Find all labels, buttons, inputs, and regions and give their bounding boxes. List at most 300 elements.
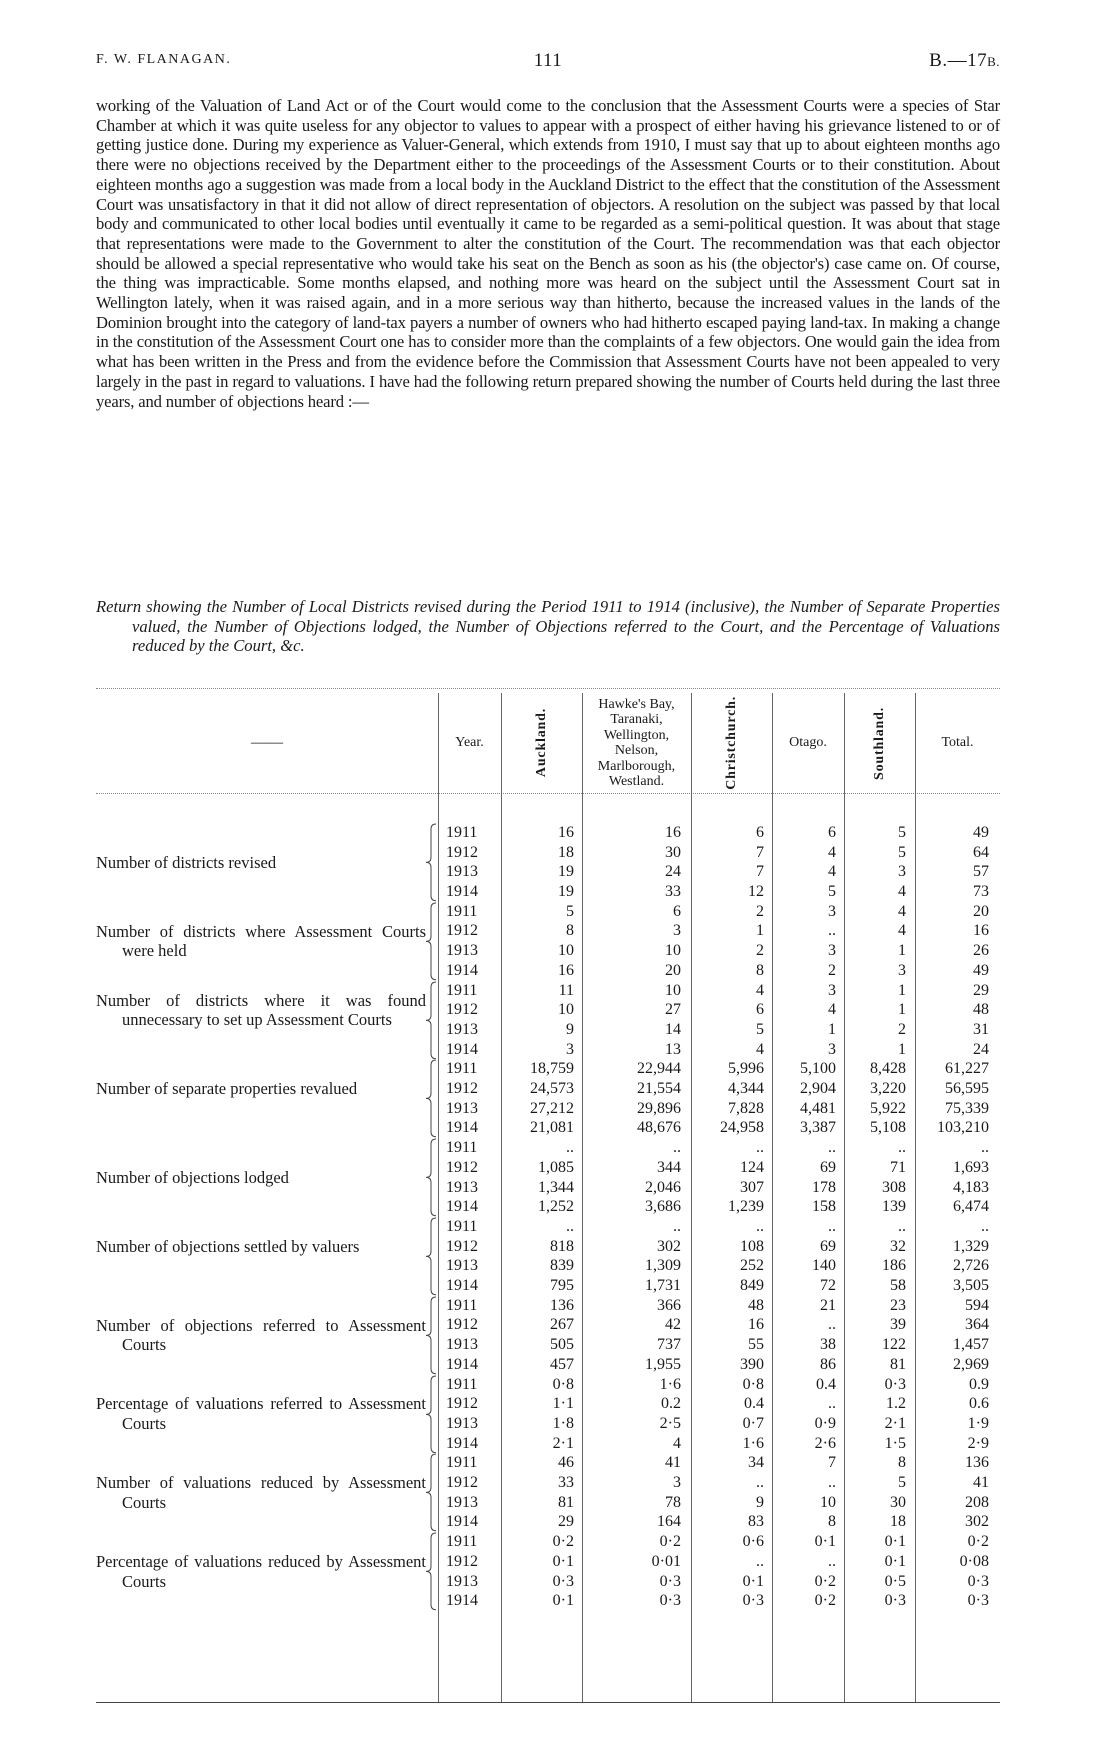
cell-auckland: 16 <box>558 824 574 841</box>
cell-total: 6,474 <box>953 1198 989 1216</box>
cell-total: 48 <box>973 1001 989 1019</box>
table-row <box>96 1197 1000 1217</box>
cell-christchurch: 2 <box>756 942 764 960</box>
cell-total: 364 <box>965 1316 989 1334</box>
table-row <box>96 1335 1000 1355</box>
cell-hawkes-bay: 6 <box>673 902 681 920</box>
cell-christchurch: 252 <box>740 1257 764 1275</box>
cell-total: 0·3 <box>967 1572 989 1590</box>
cell-christchurch: 108 <box>740 1237 764 1255</box>
cell-christchurch: 5,996 <box>728 1060 764 1078</box>
table-row <box>96 981 1000 1001</box>
cell-year: 1914 <box>446 1434 478 1452</box>
cell-auckland: 1,252 <box>538 1198 574 1216</box>
cell-hawkes-bay: .. <box>673 1139 681 1157</box>
table-row <box>96 1178 1000 1198</box>
table-row <box>96 1256 1000 1276</box>
cell-otago: 0·2 <box>814 1572 836 1590</box>
cell-auckland: 267 <box>550 1316 574 1334</box>
cell-year: 1913 <box>446 1493 478 1511</box>
cell-year: 1911 <box>446 824 478 841</box>
cell-year: 1912 <box>446 843 478 861</box>
cell-hawkes-bay: 4 <box>673 1434 681 1452</box>
cell-total: 103,210 <box>937 1119 989 1137</box>
cell-hawkes-bay: 164 <box>657 1513 681 1531</box>
cell-auckland: 1,085 <box>538 1158 574 1176</box>
cell-christchurch: 4 <box>756 1040 764 1058</box>
cell-auckland: 29 <box>558 1513 574 1531</box>
cell-southland: 0·1 <box>884 1552 906 1570</box>
table-row <box>96 1217 1000 1237</box>
cell-southland: 139 <box>882 1198 906 1216</box>
page-header <box>96 52 1000 76</box>
cell-christchurch: 0·7 <box>742 1414 764 1432</box>
cell-otago: 1 <box>828 1020 836 1038</box>
cell-hawkes-bay: 0.2 <box>661 1395 681 1413</box>
table-row <box>96 882 1000 902</box>
cell-christchurch: 4 <box>756 981 764 999</box>
cell-total: 75,339 <box>945 1099 989 1117</box>
cell-christchurch: 1 <box>756 922 764 940</box>
cell-christchurch: 0·1 <box>742 1572 764 1590</box>
cell-otago: 158 <box>812 1198 836 1216</box>
cell-hawkes-bay: 0·01 <box>651 1552 681 1570</box>
cell-year: 1912 <box>446 1080 478 1098</box>
cell-christchurch: .. <box>756 1474 764 1492</box>
cell-total: 49 <box>973 824 989 841</box>
table-row <box>96 1118 1000 1138</box>
cell-hawkes-bay: 14 <box>665 1020 681 1038</box>
table-row <box>96 1099 1000 1119</box>
table-row <box>96 1020 1000 1040</box>
cell-southland: 1·5 <box>884 1434 906 1452</box>
table-row <box>96 1355 1000 1375</box>
cell-otago: .. <box>828 1316 836 1334</box>
cell-auckland: 505 <box>550 1336 574 1354</box>
cell-year: 1912 <box>446 922 478 940</box>
cell-otago: .. <box>828 1395 836 1413</box>
cell-christchurch: 6 <box>756 1001 764 1019</box>
cell-christchurch: 7,828 <box>728 1099 764 1117</box>
cell-southland: 8,428 <box>870 1060 906 1078</box>
cell-hawkes-bay: 302 <box>657 1237 681 1255</box>
cell-hawkes-bay: 78 <box>665 1493 681 1511</box>
cell-auckland: 0·1 <box>552 1552 574 1570</box>
cell-otago: 3 <box>828 942 836 960</box>
header-christchurch-text: Christchurch. <box>723 696 739 790</box>
cell-hawkes-bay: 2·5 <box>659 1414 681 1432</box>
group-label: Number of valuations reduced by Assessment Courts <box>96 1473 426 1512</box>
cell-auckland: 11 <box>558 981 574 999</box>
cell-hawkes-bay: 3 <box>673 1474 681 1492</box>
cell-otago: 21 <box>820 1296 836 1314</box>
table-row <box>96 1591 1000 1611</box>
cell-total: 208 <box>965 1493 989 1511</box>
cell-otago: 178 <box>812 1178 836 1196</box>
cell-total: 0.9 <box>969 1375 989 1393</box>
table-caption: Return showing the Number of Local Districts revised during the Period 1911 to 1914 (inclusive), the Number of Separate Properties valued, the Number of Objections lodged, the Number of Objections referred to the Court, and the Percentage of Valuations reduced by the Court, &c. <box>96 597 1000 656</box>
table-row <box>96 1276 1000 1296</box>
cell-southland: 81 <box>890 1355 906 1373</box>
table-row <box>96 1394 1000 1414</box>
cell-year: 1912 <box>446 1552 478 1570</box>
cell-year: 1913 <box>446 942 478 960</box>
table-row <box>96 1512 1000 1532</box>
table-row <box>96 1532 1000 1552</box>
cell-total: 0.6 <box>969 1395 989 1413</box>
header-auckland <box>501 693 582 793</box>
cell-hawkes-bay: 48,676 <box>637 1119 681 1137</box>
cell-christchurch: 8 <box>756 961 764 979</box>
cell-hawkes-bay: 42 <box>665 1316 681 1334</box>
cell-hawkes-bay: 24 <box>665 863 681 881</box>
cell-otago: 2,904 <box>800 1080 836 1098</box>
table-row <box>96 1375 1000 1395</box>
cell-christchurch: 124 <box>740 1158 764 1176</box>
cell-auckland: 2·1 <box>552 1434 574 1452</box>
cell-southland: .. <box>898 1218 906 1235</box>
cell-year: 1911 <box>446 1375 478 1393</box>
header-southland <box>844 693 915 793</box>
table-row <box>96 1493 1000 1513</box>
cell-hawkes-bay: 16 <box>665 824 681 841</box>
cell-total: 1·9 <box>967 1414 989 1432</box>
cell-year: 1913 <box>446 1020 478 1038</box>
cell-southland: 71 <box>890 1158 906 1176</box>
cell-year: 1914 <box>446 1355 478 1373</box>
cell-total: 2·9 <box>967 1434 989 1452</box>
cell-hawkes-bay: 21,554 <box>637 1080 681 1098</box>
cell-total: 49 <box>973 961 989 979</box>
document-reference-suffix: B. <box>987 54 1000 69</box>
cell-southland: 0·3 <box>884 1592 906 1610</box>
cell-otago: 72 <box>820 1277 836 1295</box>
table-row <box>96 1552 1000 1572</box>
cell-auckland: 1,344 <box>538 1178 574 1196</box>
cell-southland: 5 <box>898 1474 906 1492</box>
cell-year: 1911 <box>446 1218 478 1235</box>
cell-total: 136 <box>965 1454 989 1472</box>
cell-year: 1914 <box>446 1040 478 1058</box>
group-label: Number of districts revised <box>96 852 277 872</box>
cell-total: 20 <box>973 902 989 920</box>
header-otago: Otago. <box>789 735 827 751</box>
cell-hawkes-bay: 737 <box>657 1336 681 1354</box>
cell-christchurch: .. <box>756 1139 764 1157</box>
cell-auckland: 10 <box>558 1001 574 1019</box>
table-row <box>96 843 1000 863</box>
table-row <box>96 902 1000 922</box>
cell-otago: 4,481 <box>800 1099 836 1117</box>
cell-total: 3,505 <box>953 1277 989 1295</box>
cell-southland: 1 <box>898 1040 906 1058</box>
group-label: Number of objections settled by valuers <box>96 1236 360 1256</box>
cell-year: 1911 <box>446 1139 478 1157</box>
cell-year: 1913 <box>446 1178 478 1196</box>
cell-hawkes-bay: 0·3 <box>659 1572 681 1590</box>
page-number: 111 <box>533 50 563 71</box>
cell-total: 594 <box>965 1296 989 1314</box>
cell-auckland: 0·1 <box>552 1592 574 1610</box>
cell-auckland: .. <box>566 1139 574 1157</box>
cell-christchurch: 849 <box>740 1277 764 1295</box>
body-paragraph: working of the Valuation of Land Act or of the Court would come to the conclusion that the Assessment Courts were a species of Star Chamber at which it was quite useless for any objector to values to appear with a prospect of either having his grievance listened to or of getting justice done. During my experience as Valuer-General, which extends from 1910, I must say that up to about eighteen months ago there were no objections received by the Department either to the proceedings of the Assessment Courts or to their constitution. About eighteen months ago a suggestion was made from a local body in the Auckland District to the effect that the constitution of the Assessment Court was unsatisfactory in that it did not allow of direct representation of objectors. A resolution on the subject was passed by that local body and communicated to other local bodies until eventually it came to be regarded as a semi-political question. It was about that stage that representations were made to the Government to alter the constitution of the Court. The recommendation was that each objector should be allowed a special representative who would take his seat on the Bench as soon as his (the objector's) case came on. Of course, the thing was impracticable. Some months elapsed, and nothing more was heard on the subject until the Assessment Court sat in Wellington lately, when it was raised again, and in a more serious way than hitherto, because the increased values in the lands of the Dominion brought into the category of land-tax payers a number of owners who had hitherto escaped paying land-tax. In making a change in the constitution of the Assessment Court one has to consider more than the complaints of a few objectors. One would gain the idea from what has been written in the Press and from the evidence before the Commission that Assessment Courts have not been appealed to very largely in the past in regard to valuations. I have had the following return prepared showing the number of Courts held during the last three years, and number of objections heard :— <box>96 96 1000 411</box>
cell-total: .. <box>981 1139 989 1157</box>
cell-auckland: 24,573 <box>530 1080 574 1098</box>
cell-otago: 8 <box>828 1513 836 1531</box>
cell-southland: 5,922 <box>870 1099 906 1117</box>
header-auckland-text: Auckland. <box>533 708 549 778</box>
cell-total: 64 <box>973 843 989 861</box>
cell-southland: 186 <box>882 1257 906 1275</box>
cell-auckland: 33 <box>558 1474 574 1492</box>
cell-christchurch: 390 <box>740 1355 764 1373</box>
table-row <box>96 961 1000 981</box>
cell-hawkes-bay: 1,731 <box>645 1277 681 1295</box>
cell-hawkes-bay: 366 <box>657 1296 681 1314</box>
cell-otago: 69 <box>820 1237 836 1255</box>
cell-hawkes-bay: 29,896 <box>637 1099 681 1117</box>
cell-southland: 5 <box>898 824 906 841</box>
cell-hawkes-bay: 3 <box>673 922 681 940</box>
cell-southland: 0·3 <box>884 1375 906 1393</box>
cell-otago: .. <box>828 1139 836 1157</box>
cell-total: 29 <box>973 981 989 999</box>
table-row <box>96 1453 1000 1473</box>
cell-otago: .. <box>828 1474 836 1492</box>
cell-hawkes-bay: 22,944 <box>637 1060 681 1078</box>
cell-total: 56,595 <box>945 1080 989 1098</box>
cell-otago: 5,100 <box>800 1060 836 1078</box>
cell-hawkes-bay: 10 <box>665 981 681 999</box>
cell-otago: 2 <box>828 961 836 979</box>
cell-auckland: 457 <box>550 1355 574 1373</box>
cell-otago: 0·1 <box>814 1533 836 1551</box>
cell-auckland: 1·8 <box>552 1414 574 1432</box>
table-row <box>96 1315 1000 1335</box>
header-year: Year. <box>455 735 484 751</box>
cell-year: 1911 <box>446 1533 478 1551</box>
cell-southland: 308 <box>882 1178 906 1196</box>
table-top-rule <box>96 688 1000 689</box>
cell-auckland: 18,759 <box>530 1060 574 1078</box>
cell-southland: 23 <box>890 1296 906 1314</box>
cell-otago: .. <box>828 1218 836 1235</box>
cell-total: 31 <box>973 1020 989 1038</box>
cell-year: 1912 <box>446 1158 478 1176</box>
cell-otago: 69 <box>820 1158 836 1176</box>
cell-southland: 3 <box>898 863 906 881</box>
group-label: Number of districts where it was found unnecessary to set up Assessment Courts <box>96 990 426 1030</box>
cell-otago: 4 <box>828 843 836 861</box>
table-row <box>96 1414 1000 1434</box>
cell-total: 41 <box>973 1474 989 1492</box>
cell-southland: 1 <box>898 981 906 999</box>
cell-year: 1912 <box>446 1316 478 1334</box>
cell-otago: 2·6 <box>814 1434 836 1452</box>
cell-christchurch: 0·8 <box>742 1375 764 1393</box>
cell-otago: 86 <box>820 1355 836 1373</box>
cell-year: 1912 <box>446 1237 478 1255</box>
cell-hawkes-bay: 3,686 <box>645 1198 681 1216</box>
cell-auckland: 8 <box>566 922 574 940</box>
cell-christchurch: 6 <box>756 824 764 841</box>
cell-hawkes-bay: 20 <box>665 961 681 979</box>
group-label: Number of districts where Assessment Courts were held <box>96 921 426 961</box>
group-label: Number of objections lodged <box>96 1167 289 1187</box>
cell-southland: 2·1 <box>884 1414 906 1432</box>
cell-christchurch: 24,958 <box>720 1119 764 1137</box>
header-total: Total. <box>941 735 974 751</box>
cell-auckland: 81 <box>558 1493 574 1511</box>
cell-christchurch: 0.4 <box>744 1395 764 1413</box>
cell-auckland: 0·3 <box>552 1572 574 1590</box>
cell-auckland: 10 <box>558 942 574 960</box>
cell-year: 1914 <box>446 1592 478 1610</box>
cell-total: 2,726 <box>953 1257 989 1275</box>
cell-hawkes-bay: 33 <box>665 883 681 901</box>
cell-auckland: 5 <box>566 902 574 920</box>
cell-christchurch: 16 <box>748 1316 764 1334</box>
cell-year: 1911 <box>446 1454 478 1472</box>
cell-otago: 3 <box>828 902 836 920</box>
cell-total: 302 <box>965 1513 989 1531</box>
cell-auckland: 0·8 <box>552 1375 574 1393</box>
group-label: Number of objections referred to Assessment Courts <box>96 1315 426 1355</box>
cell-total: 0·08 <box>959 1552 989 1570</box>
cell-auckland: 9 <box>566 1020 574 1038</box>
cell-christchurch: 1,239 <box>728 1198 764 1216</box>
document-reference <box>929 50 1000 72</box>
cell-christchurch: 1·6 <box>742 1434 764 1452</box>
cell-christchurch: 55 <box>748 1336 764 1354</box>
cell-otago: 0.4 <box>816 1375 836 1393</box>
cell-year: 1913 <box>446 863 478 881</box>
cell-year: 1912 <box>446 1395 478 1413</box>
cell-christchurch: 34 <box>748 1454 764 1472</box>
cell-hawkes-bay: 30 <box>665 843 681 861</box>
cell-christchurch: 9 <box>756 1493 764 1511</box>
table-bottom-rule <box>96 1702 1000 1703</box>
cell-auckland: 19 <box>558 883 574 901</box>
cell-auckland: 3 <box>566 1040 574 1058</box>
cell-otago: .. <box>828 922 836 940</box>
cell-otago: 38 <box>820 1336 836 1354</box>
cell-year: 1913 <box>446 1099 478 1117</box>
cell-otago: 6 <box>828 824 836 841</box>
cell-total: 2,969 <box>953 1355 989 1373</box>
cell-total: 16 <box>973 922 989 940</box>
table-row <box>96 1572 1000 1592</box>
cell-auckland: 19 <box>558 863 574 881</box>
cell-otago: 0·9 <box>814 1414 836 1432</box>
cell-auckland: 839 <box>550 1257 574 1275</box>
cell-otago: 140 <box>812 1257 836 1275</box>
table-row <box>96 1138 1000 1158</box>
cell-christchurch: 7 <box>756 843 764 861</box>
header-hawkes-bay: Hawke's Bay, Taranaki, Wellington, Nelson, Marlborough, Westland. <box>597 696 676 789</box>
cell-southland: 4 <box>898 902 906 920</box>
cell-otago: 3,387 <box>800 1119 836 1137</box>
cell-otago: 4 <box>828 863 836 881</box>
cell-year: 1914 <box>446 1277 478 1295</box>
cell-total: 1,329 <box>953 1237 989 1255</box>
cell-southland: 3 <box>898 961 906 979</box>
table-row <box>96 823 1000 843</box>
cell-total: 4,183 <box>953 1178 989 1196</box>
cell-total: 0·3 <box>967 1592 989 1610</box>
cell-southland: 1 <box>898 942 906 960</box>
cell-hawkes-bay: .. <box>673 1218 681 1235</box>
cell-year: 1914 <box>446 883 478 901</box>
cell-year: 1914 <box>446 961 478 979</box>
cell-southland: 5,108 <box>870 1119 906 1137</box>
cell-year: 1914 <box>446 1513 478 1531</box>
cell-southland: 39 <box>890 1316 906 1334</box>
cell-auckland: 1·1 <box>552 1395 574 1413</box>
cell-auckland: 16 <box>558 961 574 979</box>
table-row <box>96 921 1000 941</box>
cell-auckland: 818 <box>550 1237 574 1255</box>
cell-southland: .. <box>898 1139 906 1157</box>
cell-hawkes-bay: 41 <box>665 1454 681 1472</box>
cell-southland: 18 <box>890 1513 906 1531</box>
cell-otago: 5 <box>828 883 836 901</box>
table-row <box>96 1000 1000 1020</box>
cell-christchurch: 307 <box>740 1178 764 1196</box>
cell-southland: 2 <box>898 1020 906 1038</box>
cell-christchurch: 83 <box>748 1513 764 1531</box>
cell-christchurch: 48 <box>748 1296 764 1314</box>
cell-auckland: 18 <box>558 843 574 861</box>
cell-southland: 0·1 <box>884 1533 906 1551</box>
cell-year: 1913 <box>446 1414 478 1432</box>
cell-otago: .. <box>828 1552 836 1570</box>
cell-auckland: 27,212 <box>530 1099 574 1117</box>
cell-hawkes-bay: 1·6 <box>659 1375 681 1393</box>
cell-auckland: 795 <box>550 1277 574 1295</box>
cell-total: .. <box>981 1218 989 1235</box>
group-label: Percentage of valuations referred to Assessment Courts <box>96 1394 426 1433</box>
cell-southland: 5 <box>898 843 906 861</box>
cell-otago: 7 <box>828 1454 836 1472</box>
table-header-rule <box>96 793 1000 794</box>
cell-total: 61,227 <box>945 1060 989 1078</box>
table-row <box>96 1473 1000 1493</box>
group-label: Number of separate properties revalued <box>96 1079 358 1099</box>
table-row <box>96 1158 1000 1178</box>
cell-christchurch: .. <box>756 1218 764 1235</box>
cell-year: 1912 <box>446 1474 478 1492</box>
cell-auckland: 136 <box>550 1296 574 1314</box>
cell-southland: 122 <box>882 1336 906 1354</box>
cell-auckland: 46 <box>558 1454 574 1472</box>
cell-year: 1911 <box>446 1296 478 1314</box>
cell-southland: 4 <box>898 922 906 940</box>
header-label-column: —— <box>251 734 283 751</box>
header-author: F. W. FLANAGAN. <box>96 52 232 67</box>
table-row <box>96 1434 1000 1454</box>
cell-hawkes-bay: 27 <box>665 1001 681 1019</box>
cell-year: 1911 <box>446 981 478 999</box>
cell-hawkes-bay: 0·2 <box>659 1533 681 1551</box>
cell-hawkes-bay: 344 <box>657 1158 681 1176</box>
cell-year: 1913 <box>446 1336 478 1354</box>
cell-otago: 0·2 <box>814 1592 836 1610</box>
header-southland-text: Southland. <box>871 706 887 780</box>
cell-christchurch: 12 <box>748 883 764 901</box>
header-christchurch <box>691 693 772 793</box>
